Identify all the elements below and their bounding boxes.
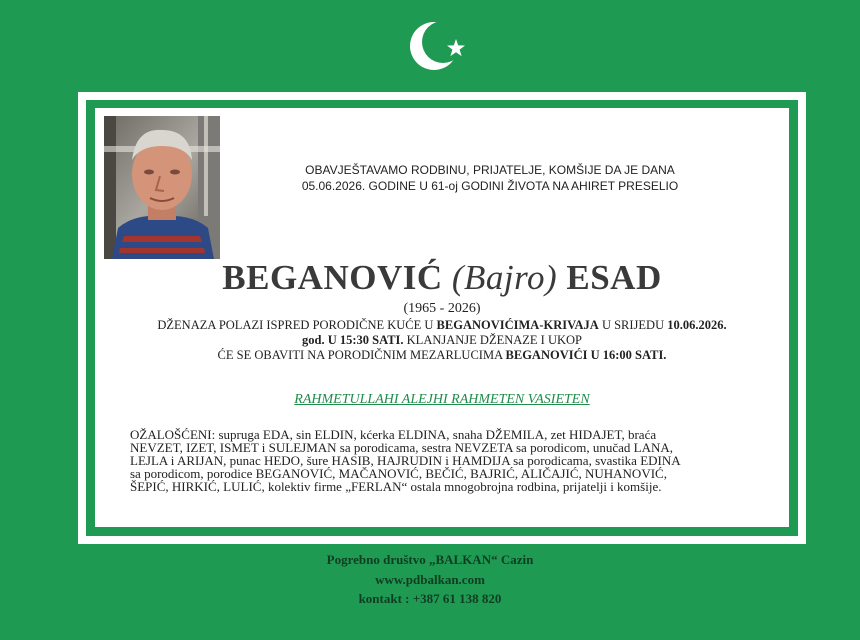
portrait-photo [104,116,220,259]
mourners-line: ŠEPIĆ, HIRKIĆ, LULIĆ, kolektiv firme „FERLAN“ ostala mnogobrojna rodbina, prijatelji i komšije. [130,479,662,494]
funeral-time: god. U 15:30 SATI. [302,333,404,347]
funeral-text: DŽENAZA POLAZI ISPRED PORODIČNE KUĆE U [157,318,437,332]
burial-place-time: BEGANOVIĆI U 16:00 SATI. [505,348,667,362]
mourners-line: sa porodicom, porodice BEGANOVIĆ, MAČANOVIĆ, BEČIĆ, BAJRIĆ, ALIČAJIĆ, NUHANOVIĆ, [130,466,667,481]
company-website: www.pdbalkan.com [375,572,485,587]
funeral-line [95,333,789,348]
surname: BEGANOVIĆ [222,258,443,297]
funeral-line [95,348,789,363]
notice-line: 05.06.2026. GODINE U 61-oj GODINI ŽIVOTA NA AHIRET PRESELIO [301,179,679,193]
life-years: (1965 - 2026) [403,301,481,316]
funeral-text: U SRIJEDU [598,318,668,332]
mourners-line: LEJLA i ARIJAN, punac HEDO, šure HASIB, HAJRUDIN i HAMDIJA sa porodicama, svastika EDINA [130,453,681,468]
funeral-line [95,318,789,333]
nickname: (Bajro) [451,258,558,297]
prayer-line: RAHMETULLAHI ALEJHI RAHMETEN VASIETEN [294,392,590,407]
crescent-star-icon [404,14,468,78]
deceased-name [95,258,789,298]
death-notice [250,162,730,194]
mourners-line: NEVZET, IZET, ISMET i SULEJMAN sa porodicama, sestra NEVZETA sa porodicom, unučad LANA, [130,440,674,455]
notice-line: OBAVJEŠTAVAMO RODBINU, PRIJATELJE, KOMŠIJE DA JE DANA [305,163,675,177]
funeral-company: Pogrebno društvo „BALKAN“ Cazin [326,552,534,567]
company-contact: kontakt : +387 61 138 820 [358,591,502,606]
mourners-list [130,428,742,493]
funeral-place: BEGANOVIĆIMA-KRIVAJA [436,318,599,332]
funeral-details [95,318,789,363]
funeral-text: ĆE SE OBAVITI NA PORODIČNIM MEZARLUCIMA [217,348,506,362]
mourners-line: OŽALOŠĆENI: supruga EDA, sin ELDIN, kćerka ELDINA, snaha DŽEMILA, zet HIDAJET, braća [130,427,657,442]
first-name: ESAD [566,258,662,297]
funeral-text: KLANJANJE DŽENAZE I UKOP [403,333,582,347]
funeral-date: 10.06.2026. [667,318,727,332]
